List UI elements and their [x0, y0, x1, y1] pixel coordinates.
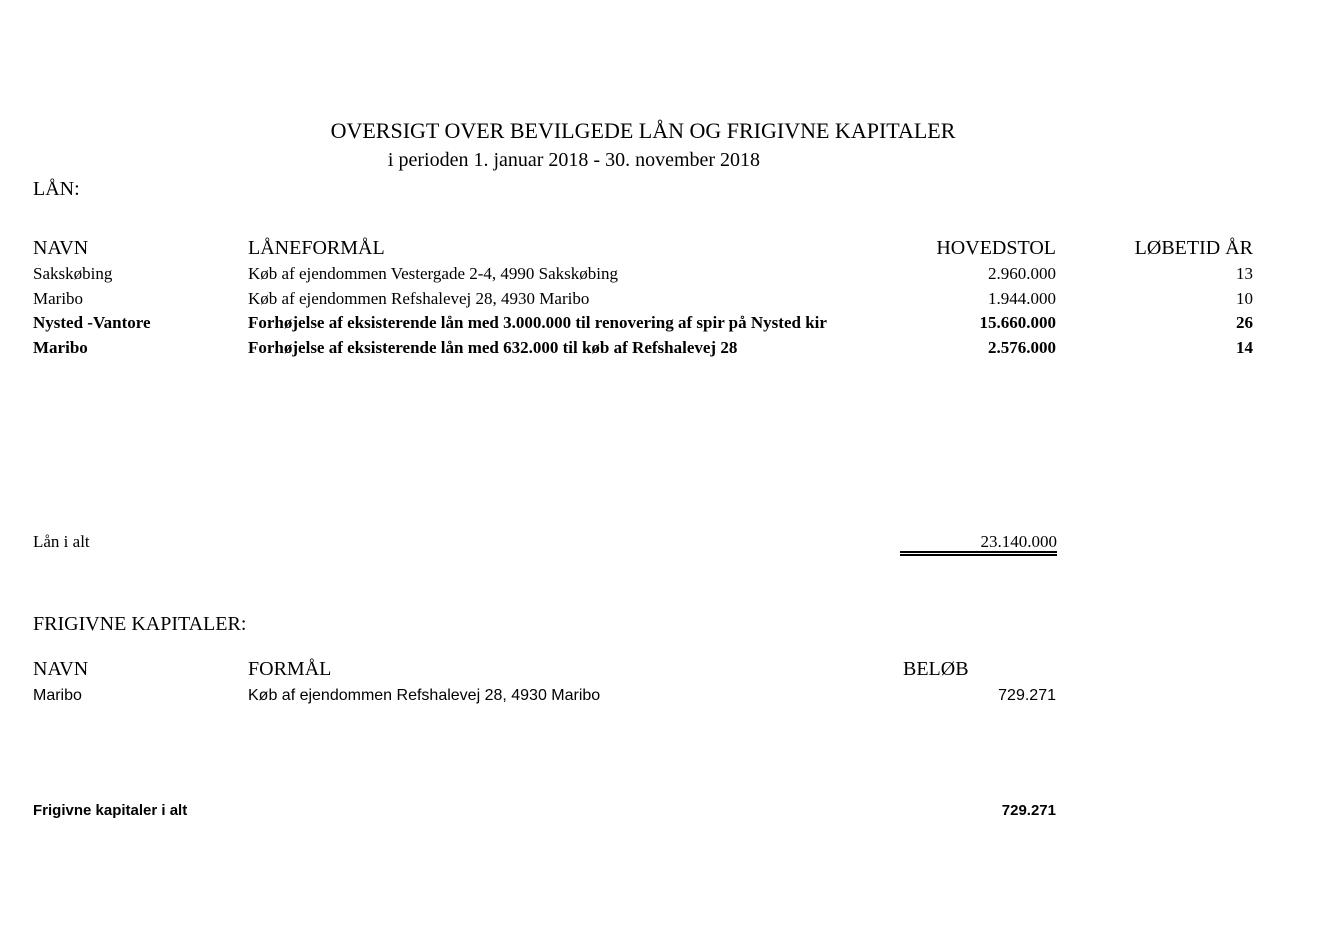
- loan-name: Maribo: [33, 288, 84, 308]
- loans-header-purpose: LÅNEFORMÅL: [248, 237, 385, 259]
- loan-name: Sakskøbing: [33, 264, 113, 283]
- loans-header-principal: HOVEDSTOL: [936, 237, 1056, 259]
- loan-purpose: Køb af ejendommen Refshalevej 28, 4930 Maribo: [248, 288, 590, 308]
- loan-purpose: Køb af ejendommen Vestergade 2-4, 4990 Sakskøbing: [248, 264, 618, 283]
- loans-table: [33, 235, 1253, 361]
- loan-name: Maribo: [33, 338, 88, 358]
- loans-table-header-row: [33, 235, 1253, 262]
- loan-term: 10: [1236, 288, 1253, 308]
- loans-total-value: 23.140.000: [900, 533, 1057, 556]
- loan-term: 13: [1236, 264, 1253, 283]
- loans-header-term: LØBETID ÅR: [1134, 237, 1253, 259]
- loan-principal: 2.576.000: [988, 338, 1056, 358]
- released-total-value: 729.271: [1001, 802, 1056, 819]
- table-row: [33, 262, 1253, 287]
- loan-purpose: Forhøjelse af eksisterende lån med 632.000 til køb af Refshalevej 28: [248, 338, 738, 358]
- loans-section-heading: LÅN:: [33, 178, 80, 200]
- released-header-amount: BELØB: [903, 658, 969, 680]
- loan-principal: 2.960.000: [988, 264, 1056, 283]
- released-name: Maribo: [33, 687, 82, 704]
- released-capitals-section-heading: FRIGIVNE KAPITALER:: [33, 613, 247, 635]
- loans-header-name: NAVN: [33, 237, 89, 259]
- loan-purpose: Forhøjelse af eksisterende lån med 3.000.000 til renovering af spir på Nysted kir: [248, 313, 827, 333]
- released-header-name: NAVN: [33, 658, 89, 680]
- loans-total-label: Lån i alt: [33, 532, 90, 551]
- released-table-header-row: [33, 656, 1056, 683]
- loan-principal: 15.660.000: [979, 313, 1056, 333]
- loan-principal: 1.944.000: [988, 288, 1056, 308]
- released-header-purpose: FORMÅL: [248, 658, 332, 680]
- loan-term: 26: [1236, 313, 1253, 333]
- released-purpose: Køb af ejendommen Refshalevej 28, 4930 Maribo: [248, 687, 601, 704]
- loan-name: Nysted -Vantore: [33, 313, 151, 333]
- table-row: [33, 311, 1253, 336]
- table-row: [33, 336, 1253, 361]
- released-total-label: Frigivne kapitaler i alt: [33, 802, 188, 819]
- released-capitals-table: [33, 656, 1056, 708]
- table-row: [33, 683, 1056, 708]
- released-amount: 729.271: [998, 687, 1056, 704]
- document-subtitle: i perioden 1. januar 2018 - 30. november 2018: [387, 149, 761, 171]
- document-title: OVERSIGT OVER BEVILGEDE LÅN OG FRIGIVNE KAPITALER: [330, 118, 956, 143]
- table-row: [33, 287, 1253, 312]
- loan-term: 14: [1236, 338, 1253, 358]
